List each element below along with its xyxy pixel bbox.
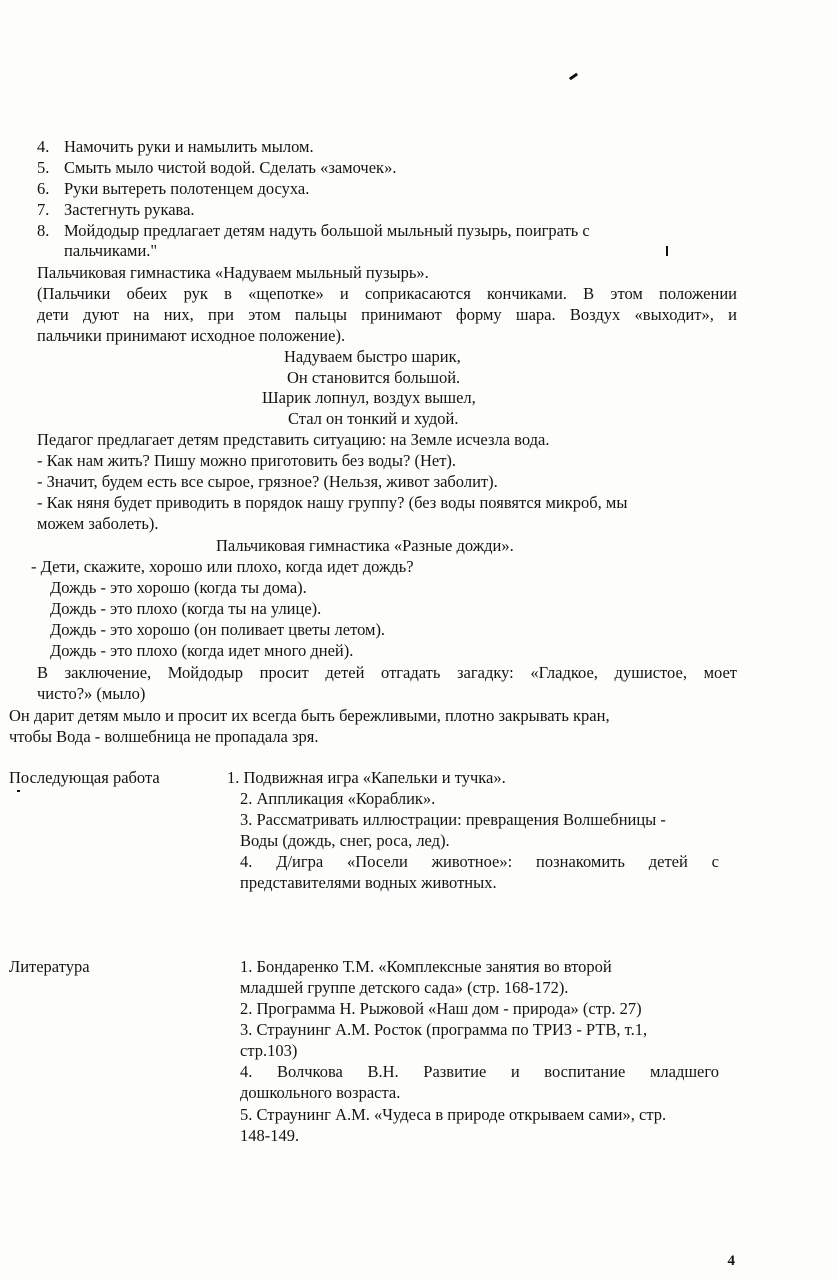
- poem-line: Стал он тонкий и худой.: [288, 409, 459, 428]
- reference-item: 4. Волчкова В.Н. Развитие и воспитание младшего: [240, 1062, 719, 1081]
- followup-item: 2. Аппликация «Кораблик».: [240, 789, 436, 808]
- step-item: 7. Застегнуть рукава.: [37, 200, 195, 219]
- rain-line: Дождь - это хорошо (он поливает цветы летом).: [50, 620, 386, 639]
- reference-item: дошкольного возраста.: [240, 1083, 401, 1102]
- rain-line: - Дети, скажите, хорошо или плохо, когда идет дождь?: [31, 557, 414, 576]
- gymnastics-description: (Пальчики обеих рук в «щепотке» и соприкасаются кончиками. В этом положении: [37, 284, 737, 303]
- situation-question: - Как няня будет приводить в порядок нашу группу? (без воды появятся микроб, мы: [37, 493, 628, 512]
- page-number: 4: [727, 1253, 735, 1269]
- step-item: 6. Руки вытереть полотенцем досуха.: [37, 179, 310, 198]
- section-label-literature: Литература: [9, 957, 90, 976]
- followup-item: 4. Д/игра «Посели животное»: познакомить детей с: [240, 852, 719, 871]
- followup-item: Воды (дождь, снег, роса, лед).: [240, 831, 450, 850]
- step-item-continuation: пальчиками.": [64, 241, 158, 260]
- gymnastics-title: Пальчиковая гимнастика «Разные дожди».: [216, 536, 514, 555]
- situation-question: можем заболеть).: [37, 514, 159, 533]
- reference-item: 5. Страунинг А.М. «Чудеса в природе открываем сами», стр.: [240, 1105, 667, 1124]
- scan-mark: [569, 73, 578, 81]
- situation-intro: Педагог предлагает детям представить ситуацию: на Земле исчезла вода.: [37, 430, 550, 449]
- conclusion-text: В заключение, Мойдодыр просит детей отгадать загадку: «Гладкое, душистое, моет: [37, 663, 737, 682]
- reference-item: 3. Страунинг А.М. Росток (программа по ТРИЗ - РТВ, т.1,: [240, 1020, 648, 1039]
- followup-item: 1. Подвижная игра «Капельки и тучка».: [227, 768, 506, 787]
- rain-line: Дождь - это плохо (когда ты на улице).: [50, 599, 322, 618]
- poem-line: Шарик лопнул, воздух вышел,: [262, 388, 476, 407]
- gymnastics-description: пальчики принимают исходное положение).: [37, 326, 346, 345]
- gymnastics-description: дети дуют на них, при этом пальцы принимают форму шара. Воздух «выходит», и: [37, 305, 737, 324]
- poem-line: Надуваем быстро шарик,: [284, 347, 461, 366]
- rain-line: Дождь - это плохо (когда идет много дней).: [50, 641, 354, 660]
- step-item: 5. Смыть мыло чистой водой. Сделать «замочек».: [37, 158, 397, 177]
- gymnastics-title: Пальчиковая гимнастика «Надуваем мыльный пузырь».: [37, 263, 429, 282]
- situation-question: - Значит, будем есть все сырое, грязное? (Нельзя, живот заболит).: [37, 472, 498, 491]
- reference-item: младшей группе детского сада» (стр. 168-172).: [240, 978, 569, 997]
- step-item: 4. Намочить руки и намылить мылом.: [37, 137, 314, 156]
- followup-item: 3. Рассматривать иллюстрации: превращения Волшебницы -: [240, 810, 666, 829]
- reference-item: 1. Бондаренко Т.М. «Комплексные занятия во второй: [240, 957, 612, 976]
- reference-item: 148-149.: [240, 1126, 300, 1145]
- reference-item: 2. Программа Н. Рыжовой «Наш дом - природа» (стр. 27): [240, 999, 642, 1018]
- conclusion-text: Он дарит детям мыло и просит их всегда быть бережливыми, плотно закрывать кран,: [9, 706, 610, 725]
- section-label-followup: Последующая работа: [9, 768, 160, 787]
- situation-question: - Как нам жить? Пишу можно приготовить без воды? (Нет).: [37, 451, 457, 470]
- rain-line: Дождь - это хорошо (когда ты дома).: [50, 578, 307, 597]
- scan-mark: [17, 790, 20, 792]
- conclusion-text: чтобы Вода - волшебница не пропадала зря.: [9, 727, 319, 746]
- poem-line: Он становится большой.: [287, 368, 461, 387]
- followup-item: представителями водных животных.: [240, 873, 497, 892]
- reference-item: стр.103): [240, 1041, 298, 1060]
- scan-mark: [666, 246, 668, 256]
- step-item: 8. Мойдодыр предлагает детям надуть большой мыльный пузырь, поиграть с: [37, 221, 590, 240]
- conclusion-text: чисто?» (мыло): [37, 684, 146, 703]
